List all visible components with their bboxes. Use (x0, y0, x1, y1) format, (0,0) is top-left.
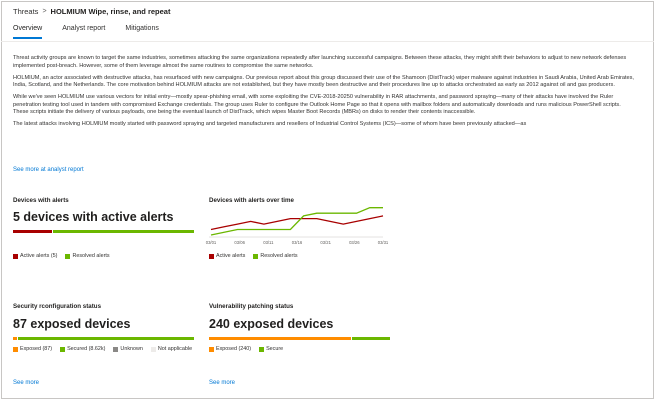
alerts-over-time-chart (205, 203, 389, 247)
legend-swatch-icon (209, 347, 214, 352)
legend-swatch-icon (13, 254, 18, 259)
resolved-alerts-segment (53, 230, 194, 233)
legend-not-applicable (151, 346, 192, 352)
legend-label: Resolved alerts (260, 253, 298, 259)
tab-divider (1, 41, 654, 42)
legend-active-alerts (209, 253, 245, 259)
exposed-segment (209, 337, 351, 340)
legend-unknown (113, 346, 142, 352)
patch-status-bar (209, 337, 390, 340)
x-tick-label: 03/26 (349, 240, 360, 245)
legend-swatch-icon (13, 347, 18, 352)
secured-segment (18, 337, 194, 340)
secure-segment (352, 337, 390, 340)
devices-alerts-bar (13, 230, 194, 233)
chart-series (211, 208, 383, 235)
legend-swatch-icon (60, 347, 65, 352)
devices-alerts-legend (13, 253, 110, 259)
alerts-over-time-legend (209, 253, 298, 259)
legend-swatch-icon (209, 254, 214, 259)
summary-paragraph: Threat activity groups are known to target the same industries, sometimes attacking the same organizations repeatedly after launching successful campaigns. Between these attacks, they might shift their behaviors to adjust to new network defenses implemented post-breach. However, some of them leverage almost the same routines to compromise the same networks. (13, 55, 627, 69)
config-status-headline: 87 exposed devices (13, 317, 131, 331)
legend-swatch-icon (151, 347, 156, 352)
summary-paragraph: HOLMIUM, an actor associated with destructive attacks, has resurfaced with new campaigns. Our previous report about this group discussed their use of the Shamoon (DistTrack) wiper malware against industries in Saudi Arabia, United Arab Emirates, India, Scotland, and the Netherlands. The core motivation behind HOLMIUM attacks are not established, but they have mostly been destructive and their procedures line up to attacks orchestrated as early as 2012 against oil and gas producers. (13, 74, 634, 88)
legend-exposed (13, 346, 52, 352)
devices-alerts-headline: 5 devices with active alerts (13, 210, 174, 224)
legend-label: Not applicable (157, 346, 193, 352)
legend-swatch-icon (259, 347, 264, 352)
page-title: HOLMIUM Wipe, rinse, and repeat (50, 7, 171, 16)
legend-swatch-icon (65, 254, 70, 259)
x-tick-label: 03/16 (291, 240, 303, 245)
patch-status-title: Vulnerability patching status (209, 303, 294, 310)
tab-overview[interactable]: Overview (13, 25, 42, 39)
tab-analyst-report[interactable]: Analyst report (62, 25, 106, 32)
breadcrumb (13, 7, 170, 16)
legend-secure (259, 346, 283, 352)
threat-summary (13, 55, 635, 133)
legend-resolved-alerts (65, 253, 109, 259)
patch-status-headline: 240 exposed devices (209, 317, 334, 331)
see-more-analyst-report-link[interactable]: See more at analyst report (13, 167, 84, 173)
breadcrumb-separator: > (42, 8, 47, 15)
x-tick-label: 03/01 (205, 240, 217, 245)
config-status-legend (13, 346, 192, 352)
legend-secured (60, 346, 105, 352)
x-tick-label: 03/11 (263, 240, 274, 245)
summary-paragraph: While we've seen HOLMIUM use various vectors for initial entry—mostly spear-phishing email, with some exploiting the CVE-2018-20250 vulnerability in RAR attachments, and password spraying—many of their attacks have involved the Ruler penetration testing tool used in tandem with compromised Exchange credentials. The group uses Ruler to configure the Outlook Home Page so that it opens with mailbox folders and automatically downloads and runs malicious PowerShell scripts. These scripts initiate the delivery of various payloads, one being the eventual launch of DistTrack, which wipes Master Boot Records (MBRs) on disks to render their contents inaccessible. (13, 94, 621, 115)
legend-label: Secure (266, 346, 284, 352)
legend-label: Exposed (87) (20, 346, 53, 352)
legend-label: Secured (8.62k) (67, 346, 106, 352)
breadcrumb-threats-link[interactable]: Threats (13, 7, 39, 16)
x-axis-ticks (206, 240, 389, 245)
legend-label: Unknown (120, 346, 143, 352)
legend-label: Resolved alerts (72, 253, 110, 259)
legend-exposed (209, 346, 251, 352)
legend-resolved-alerts (253, 253, 297, 259)
legend-swatch-icon (253, 254, 258, 259)
alerts-over-time-title: Devices with alerts over time (209, 197, 294, 204)
x-tick-label: 03/31 (377, 240, 389, 245)
legend-label: Active alerts (5) (20, 253, 58, 259)
legend-label: Exposed (240) (216, 346, 252, 352)
summary-paragraph: The latest attacks involving HOLMIUM mostly started with password spraying and targeted manufacturers and resellers of Industrial Control Systems (ICS)—some of whom have been previously attacked—as (13, 121, 527, 127)
config-status-title: Security rconfiguration status (13, 303, 102, 310)
x-tick-label: 03/21 (320, 240, 331, 245)
legend-swatch-icon (113, 347, 118, 352)
patch-see-more-link[interactable]: See more (209, 380, 236, 386)
legend-active-alerts (13, 253, 57, 259)
config-status-bar (13, 337, 194, 340)
tab-bar (13, 25, 159, 39)
devices-alerts-title: Devices with alerts (13, 197, 69, 204)
x-tick-label: 03/06 (234, 240, 245, 245)
config-see-more-link[interactable]: See more (13, 380, 40, 386)
active-alerts-segment (13, 230, 52, 233)
tab-mitigations[interactable]: Mitigations (125, 25, 159, 32)
patch-status-legend (209, 346, 283, 352)
legend-label: Active alerts (216, 253, 246, 259)
